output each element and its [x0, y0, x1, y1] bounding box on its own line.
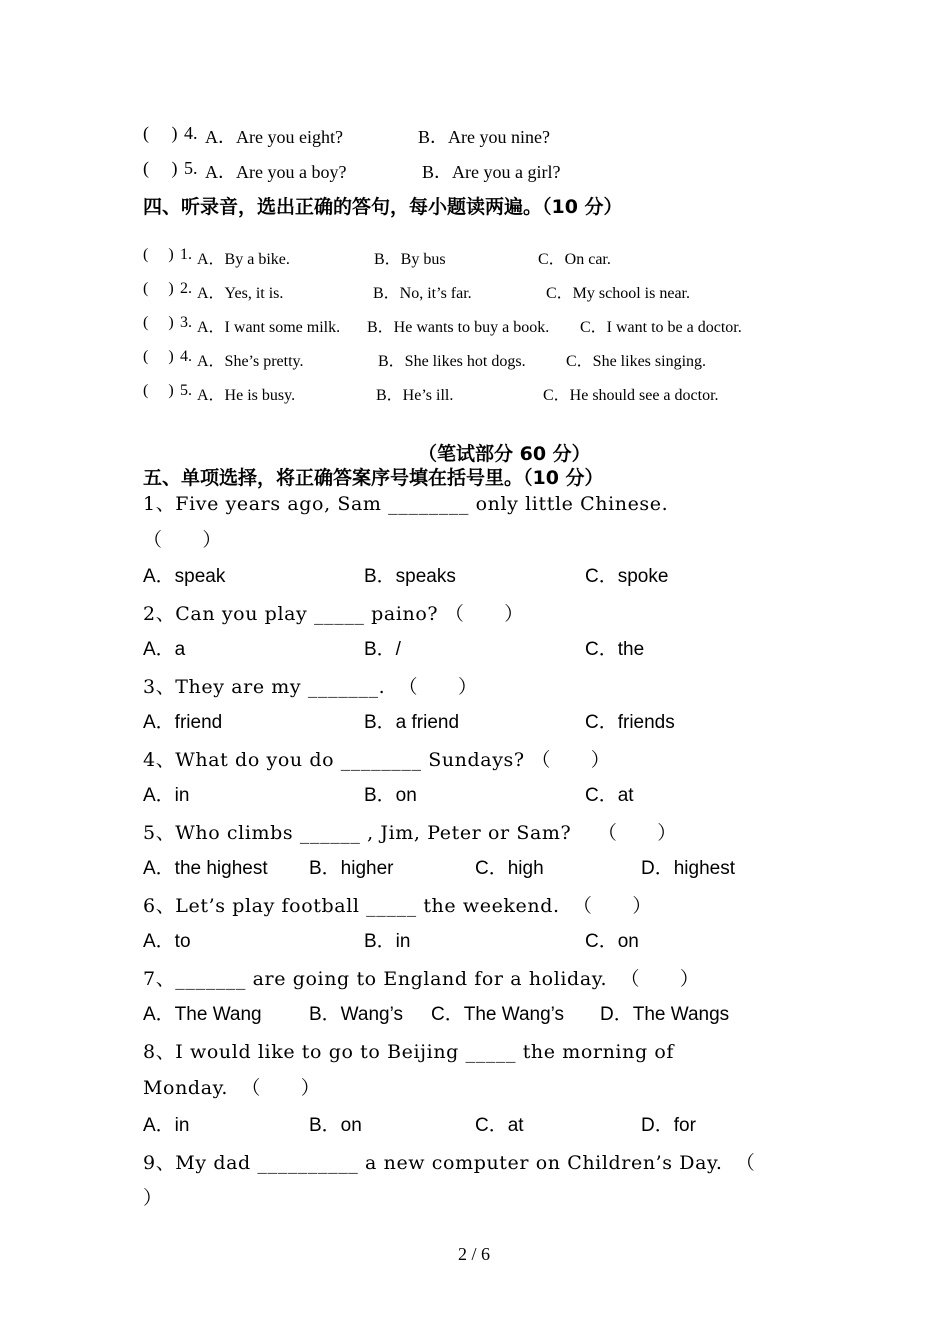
- answer-bracket[interactable]: ( ): [143, 280, 174, 297]
- option-b: B．speaks: [364, 566, 456, 587]
- answer-bracket[interactable]: ( ): [143, 314, 174, 331]
- option-a: A．friend: [143, 712, 223, 733]
- option-a: A．I want some milk.: [197, 319, 341, 336]
- item-number: 2.: [180, 280, 192, 297]
- item-number: 3.: [180, 314, 192, 331]
- option-b: B．higher: [309, 858, 394, 879]
- question-text: 7、_______ are going to England for a holiday. （ ）: [143, 968, 700, 990]
- option-a: A．in: [143, 1115, 190, 1136]
- option-d: D．The Wangs: [600, 1004, 730, 1025]
- option-c: C．The Wang’s: [431, 1004, 565, 1025]
- option-b: B．By bus: [374, 251, 446, 268]
- option-a: A．Yes, it is.: [197, 285, 284, 302]
- option-b: B．He’s ill.: [376, 387, 454, 404]
- section-5-title: 五、单项选择，将正确答案序号填在括号里。（10 分）: [143, 467, 604, 489]
- option-c: C．the: [585, 639, 645, 660]
- item-number: 4.: [180, 348, 192, 365]
- answer-bracket[interactable]: ( ): [143, 246, 174, 263]
- option-a: A．to: [143, 931, 191, 952]
- option-a: A．He is busy.: [197, 387, 296, 404]
- item-number: 1.: [180, 246, 192, 263]
- option-a: A．By a bike.: [197, 251, 290, 268]
- written-part-title: （笔试部分 60 分）: [418, 443, 591, 465]
- option-a: A．a: [143, 639, 186, 660]
- option-c: C．at: [585, 785, 634, 806]
- option-c: C．at: [475, 1115, 524, 1136]
- option-b: B．/: [364, 639, 401, 660]
- question-text: 2、Can you play _____ paino? （ ）: [143, 603, 524, 625]
- option-c: C．high: [475, 858, 544, 879]
- section-4-title: 四、听录音，选出正确的答句，每小题读两遍。（10 分）: [143, 196, 623, 218]
- option-d: D．highest: [641, 858, 735, 879]
- option-c: C．He should see a doctor.: [543, 387, 719, 404]
- item-number: 5.: [184, 158, 198, 178]
- answer-bracket[interactable]: ( ): [143, 382, 174, 399]
- option-d: D．for: [641, 1115, 696, 1136]
- option-b: B．She likes hot dogs.: [378, 353, 526, 370]
- option-a: A．Are you eight?: [205, 127, 343, 147]
- option-c: C．on: [585, 931, 639, 952]
- item-number: 4.: [184, 123, 198, 143]
- option-b: B．Are you nine?: [418, 127, 550, 147]
- option-b: B．He wants to buy a book.: [367, 319, 550, 336]
- answer-bracket[interactable]: ( ): [143, 348, 174, 365]
- option-a: A．The Wang: [143, 1004, 262, 1025]
- question-text: 3、They are my _______. （ ）: [143, 676, 478, 698]
- question-text: 4、What do you do ________ Sundays? （ ）: [143, 749, 611, 771]
- option-b: B．in: [364, 931, 411, 952]
- option-c: C．My school is near.: [546, 285, 690, 302]
- answer-bracket[interactable]: ( ): [143, 158, 178, 178]
- option-b: B．a friend: [364, 712, 460, 733]
- option-b: B．on: [364, 785, 417, 806]
- page-number: 2 / 6: [458, 1244, 491, 1264]
- option-c: C．She likes singing.: [566, 353, 707, 370]
- option-b: B．on: [309, 1115, 362, 1136]
- answer-bracket-close[interactable]: ）: [143, 1187, 163, 1209]
- question-text: 6、Let’s play football _____ the weekend. （ ）: [143, 895, 652, 917]
- question-text: 5、Who climbs ______ , Jim, Peter or Sam? （ ）: [143, 822, 677, 844]
- option-a: A．She’s pretty.: [197, 353, 304, 370]
- question-text: 8、I would like to go to Beijing _____ the morning of: [143, 1041, 675, 1063]
- question-text: 1、Five years ago, Sam ________ only little Chinese.: [143, 493, 669, 515]
- option-c: C．On car.: [538, 251, 611, 268]
- option-a: A．Are you a boy?: [205, 162, 347, 182]
- option-a: A．the highest: [143, 858, 268, 879]
- question-text-continued: Monday. （ ）: [143, 1077, 321, 1099]
- option-c: C．friends: [585, 712, 675, 733]
- answer-bracket[interactable]: ( ): [143, 123, 178, 143]
- option-b: B．Wang’s: [309, 1004, 403, 1025]
- option-c: C．I want to be a doctor.: [580, 319, 742, 336]
- option-b: B．No, it’s far.: [373, 285, 472, 302]
- option-a: A．speak: [143, 566, 226, 587]
- option-a: A．in: [143, 785, 190, 806]
- option-b: B．Are you a girl?: [422, 162, 561, 182]
- answer-bracket[interactable]: （ ）: [143, 529, 223, 551]
- option-c: C．spoke: [585, 566, 669, 587]
- item-number: 5.: [180, 382, 192, 399]
- question-text: 9、My dad __________ a new computer on Children’s Day. （: [143, 1152, 756, 1174]
